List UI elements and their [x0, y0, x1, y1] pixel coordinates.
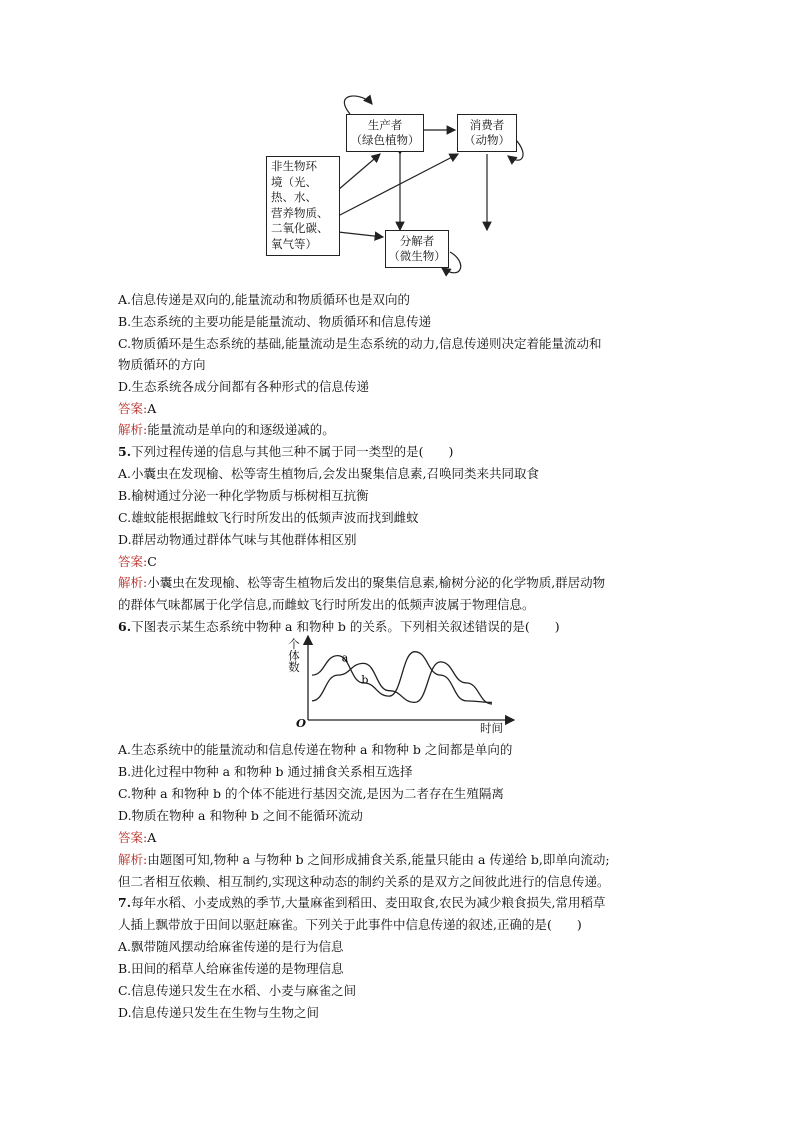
q5-option-a: A.小囊虫在发现榆、松等寄生植物后,会发出聚集信息素,召唤同类来共同取食: [118, 466, 539, 481]
consumer-box: [457, 114, 517, 152]
predator-prey-chart: [282, 632, 522, 737]
series-a-label: a: [341, 651, 349, 665]
loop-producer: [344, 96, 372, 114]
q7-option-b: B.田间的稻草人给麻雀传递的是物理信息: [118, 961, 344, 976]
producer-sub: （绿色植物）: [350, 133, 420, 147]
q6-analysis-cont: 但二者相互依赖、相互制约,实现这种动态的制约关系的是双方之间彼此进行的信息传递。: [118, 874, 610, 889]
abiotic-line: 非生物环: [271, 159, 317, 173]
q7-option-a: A.飘带随风摆动给麻雀传递的是行为信息: [118, 939, 344, 954]
producer-box: [346, 114, 424, 152]
arrow-abiotic-decomposer: [338, 232, 383, 237]
q7-stem: [118, 893, 605, 911]
q4-option-a: A.信息传递是双向的,能量流动和物质循环也是双向的: [118, 292, 410, 307]
producer-label: 生产者: [367, 118, 403, 132]
decomposer-box: [385, 230, 449, 268]
abiotic-line: 二氧化碳、: [271, 221, 329, 235]
q4-analysis: [118, 420, 335, 438]
q4-option-c: C.物质循环是生态系统的基础,能量流动是生态系统的动力,信息传递则决定着能量流动和: [118, 336, 602, 351]
analysis-text: 由题图可知,物种 a 与物种 b 之间形成捕食关系,能量只能由 a 传递给 b,即单向流动;: [147, 852, 610, 867]
q4-option-d: D.生态系统各成分间都有各种形式的信息传递: [118, 379, 370, 394]
analysis-text: 能量流动是单向的和逐级递减的。: [147, 422, 335, 437]
answer-label: 答案:: [118, 401, 148, 416]
q6-option-b: B.进化过程中物种 a 和物种 b 通过捕食关系相互选择: [118, 764, 413, 779]
analysis-label: 解析:: [118, 852, 148, 867]
q6-answer: [118, 828, 156, 846]
q5-stem-text: 下列过程传递的信息与其他三种不属于同一类型的是( ): [131, 444, 454, 459]
answer-value: A: [147, 830, 157, 845]
consumer-sub: （动物）: [464, 133, 510, 147]
origin-label: O: [296, 716, 307, 730]
q6-option-a: A.生态系统中的能量流动和信息传递在物种 a 和物种 b 之间都是单向的: [118, 742, 513, 757]
analysis-label: 解析:: [118, 575, 148, 590]
q6-number: 6.: [118, 619, 132, 634]
abiotic-line: 热、水、: [271, 190, 317, 204]
answer-label: 答案:: [118, 554, 148, 569]
consumer-label: 消费者: [469, 118, 505, 132]
q5-option-d: D.群居动物通过群体气味与其他群体相区别: [118, 532, 357, 547]
q6-stem-text: 下图表示某生态系统中物种 a 和物种 b 的关系。下列相关叙述错误的是( ): [131, 619, 560, 634]
answer-value: C: [147, 554, 157, 569]
decomposer-sub: （微生物）: [388, 249, 446, 263]
arrow-abiotic-consumer: [338, 154, 458, 216]
analysis-label: 解析:: [118, 422, 148, 437]
series-b-line: [312, 662, 492, 704]
q4-option-b: B.生态系统的主要功能是能量流动、物质循环和信息传递: [118, 314, 432, 329]
q4-answer: [118, 399, 156, 417]
abiotic-line: 氧气等）: [271, 236, 317, 251]
analysis-text: 小囊虫在发现榆、松等寄生植物后发出的聚集信息素,榆树分泌的化学物质,群居动物: [147, 575, 606, 590]
y-axis-label: 个体数: [287, 638, 301, 673]
q6-analysis: [118, 850, 610, 868]
q5-answer: [118, 552, 157, 570]
q7-option-d: D.信息传递只发生在生物与生物之间: [118, 1005, 320, 1020]
q5-number: 5.: [118, 444, 132, 459]
abiotic-line: 营养物质、: [271, 205, 329, 220]
q5-analysis: [118, 573, 605, 591]
x-axis-label: 时间: [480, 721, 503, 735]
q4-option-c-cont: 物质循环的方向: [118, 357, 206, 372]
series-b-label: b: [361, 673, 369, 687]
q7-number: 7.: [118, 895, 132, 910]
arrow-abiotic-producer: [338, 154, 380, 190]
q7-option-c: C.信息传递只发生在水稻、小麦与麻雀之间: [118, 983, 357, 998]
q5-option-c: C.雄蚊能根据雌蚊飞行时所发出的低频声波而找到雌蚊: [118, 510, 419, 525]
q5-analysis-cont: 的群体气味都属于化学信息,而雌蚊飞行时所发出的低频声波属于物理信息。: [118, 597, 535, 612]
q7-stem-text: 每年水稻、小麦成熟的季节,大量麻雀到稻田、麦田取食,农民为减少粮食损失,常用稻草: [131, 895, 606, 910]
answer-value: A: [147, 401, 157, 416]
abiotic-line: 境（光、: [271, 174, 317, 189]
decomposer-label: 分解者: [399, 234, 435, 248]
q6-option-d: D.物质在物种 a 和物种 b 之间不能循环流动: [118, 808, 363, 823]
q5-option-b: B.榆树通过分泌一种化学物质与栎树相互抗衡: [118, 488, 369, 503]
abiotic-box: [266, 156, 340, 256]
series-a-line: [312, 652, 492, 703]
q6-option-c: C.物种 a 和物种 b 的个体不能进行基因交流,是因为二者存在生殖隔离: [118, 786, 504, 801]
answer-label: 答案:: [118, 830, 148, 845]
q7-stem-cont: 人插上飘带放于田间以驱赶麻雀。下列关于此事件中信息传递的叙述,正确的是( ): [118, 917, 582, 932]
ecosystem-diagram: [262, 92, 532, 282]
q5-stem: [118, 442, 453, 460]
